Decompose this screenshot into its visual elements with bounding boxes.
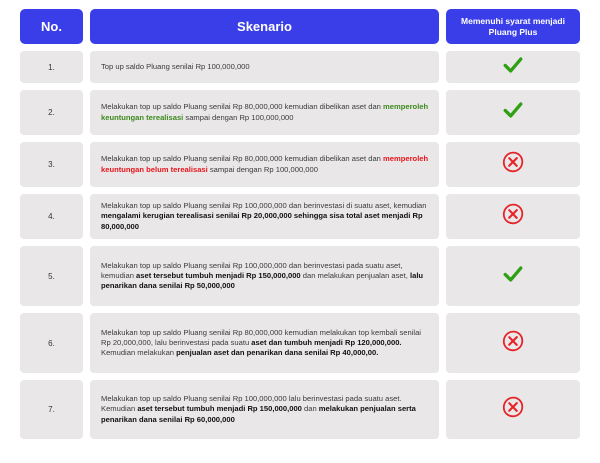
scenario-table xyxy=(20,9,580,446)
header-no: No. xyxy=(20,9,83,44)
table-row xyxy=(20,194,580,239)
scenario-text-part: Melakukan top up saldo Pluang senilai Rp 100,000,000 dan berinvestasi pada suatu aset, kemudian xyxy=(101,260,403,280)
table-row xyxy=(20,380,580,439)
scenario-text-part: penjualan aset dan penarikan dana senilai Rp 40,000,00. xyxy=(176,348,379,358)
scenario-text-part: dan melakukan penjualan aset, xyxy=(300,270,410,280)
scenario-text-part: memperoleh keuntungan terealisasi xyxy=(101,102,429,122)
check-icon xyxy=(502,99,524,126)
table-row xyxy=(20,142,580,187)
cross-icon xyxy=(501,202,525,231)
row-number: 7. xyxy=(20,380,83,439)
cross-icon xyxy=(501,395,525,424)
scenario-text-part: aset tersebut tumbuh menjadi Rp 150,000,000 xyxy=(136,270,301,280)
scenario-text-part: Melakukan top up saldo Pluang senilai Rp 100,000,000 dan berinvestasi di suatu aset, kemudian xyxy=(101,201,427,211)
row-number: 5. xyxy=(20,246,83,306)
scenario-text xyxy=(90,194,439,239)
table-row xyxy=(20,246,580,306)
scenario-text-part: Melakukan top up saldo Pluang senilai Rp 80,000,000 kemudian dibelikan aset dan xyxy=(101,154,384,164)
table-row xyxy=(20,313,580,373)
row-number: 6. xyxy=(20,313,83,373)
table-body xyxy=(20,51,580,439)
row-number: 4. xyxy=(20,194,83,239)
table-header xyxy=(20,9,580,44)
scenario-text-part: melakukan penjualan serta penarikan dana senilai Rp 60,000,000 xyxy=(101,404,416,424)
scenario-text-part: Top up saldo Pluang senilai Rp 100,000,000 xyxy=(101,61,250,71)
table-row xyxy=(20,90,580,135)
row-number: 3. xyxy=(20,142,83,187)
scenario-text-part: aset tersebut tumbuh menjadi Rp 150,000,000 xyxy=(137,404,302,414)
row-number: 1. xyxy=(20,51,83,83)
scenario-text-part: Melakukan top up saldo Pluang senilai Rp 80,000,000 kemudian melakukan top kembali senilai Rp 20,000,000, lalu berinvestasi pada suatu xyxy=(101,327,421,347)
row-number: 2. xyxy=(20,90,83,135)
eligibility-cell xyxy=(446,313,580,373)
scenario-text-part: Kemudian melakukan xyxy=(101,348,177,358)
scenario-text-part: sampai dengan Rp 100,000,000 xyxy=(207,164,318,174)
eligibility-cell xyxy=(446,380,580,439)
cross-icon xyxy=(501,329,525,358)
eligibility-cell xyxy=(446,246,580,306)
scenario-text xyxy=(90,313,439,373)
scenario-text-part: lalu penarikan dana senilai Rp 50,000,000 xyxy=(101,270,424,291)
table-row xyxy=(20,51,580,83)
scenario-text xyxy=(90,90,439,135)
scenario-text xyxy=(90,246,439,306)
scenario-text-part: mengalami kerugian terealisasi senilai Rp 20,000,000 sehingga sisa total aset menjadi Rp 80,000,000 xyxy=(101,211,423,231)
scenario-text xyxy=(90,142,439,187)
eligibility-cell xyxy=(446,90,580,135)
scenario-text-part: sampai dengan Rp 100,000,000 xyxy=(183,112,294,122)
scenario-text xyxy=(90,51,439,83)
check-icon xyxy=(502,263,524,290)
scenario-text xyxy=(90,380,439,439)
check-icon xyxy=(502,54,524,81)
scenario-text-part: Melakukan top up saldo Pluang senilai Rp 80,000,000 kemudian dibelikan aset dan xyxy=(101,102,384,112)
scenario-text-part: memperoleh keuntungan belum terealisasi xyxy=(101,154,429,174)
eligibility-cell xyxy=(446,51,580,83)
eligibility-cell xyxy=(446,142,580,187)
scenario-text-part: aset dan tumbuh menjadi Rp 120,000,000. xyxy=(251,337,402,347)
scenario-text-part: dan xyxy=(301,404,319,414)
eligibility-cell xyxy=(446,194,580,239)
scenario-text-part: Melakukan top up saldo Pluang senilai Rp 100,000,000 lalu berinvestasi pada suatu aset. Kemudian xyxy=(101,394,402,414)
cross-icon xyxy=(501,150,525,179)
header-skenario: Skenario xyxy=(90,9,439,44)
header-syarat: Memenuhi syarat menjadi Pluang Plus xyxy=(446,9,580,44)
